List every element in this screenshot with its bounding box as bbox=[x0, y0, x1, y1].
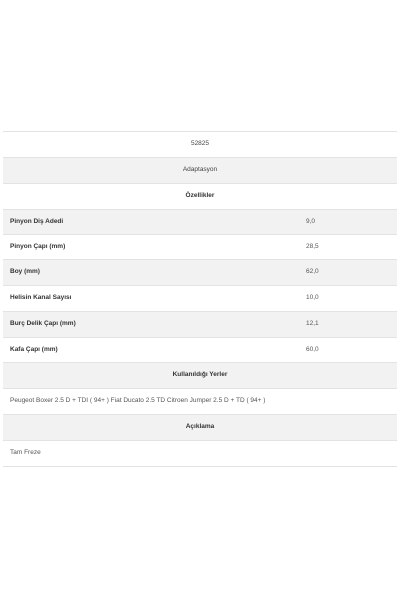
product-code-row bbox=[3, 132, 397, 158]
spec-label: Kafa Çapı (mm) bbox=[10, 345, 58, 353]
spec-value: 12,1 bbox=[306, 320, 319, 328]
spec-value: 62,0 bbox=[306, 268, 319, 276]
adaptation-label: Adaptasyon bbox=[182, 166, 218, 174]
usage-row bbox=[3, 389, 397, 415]
spec-value: 9,0 bbox=[306, 217, 316, 225]
spec-row-length bbox=[3, 260, 397, 286]
spec-label: Pinyon Çapı (mm) bbox=[10, 242, 66, 250]
usage-heading-row bbox=[3, 363, 397, 389]
features-heading: Özellikler bbox=[185, 192, 215, 200]
spec-row-head-diameter bbox=[3, 338, 397, 363]
spec-value: 28,5 bbox=[306, 242, 319, 250]
description-row bbox=[3, 441, 397, 467]
product-code: 52825 bbox=[190, 140, 210, 148]
product-spec-table bbox=[3, 131, 397, 467]
spec-value: 10,0 bbox=[306, 294, 319, 302]
spec-label: Helisin Kanal Sayısı bbox=[10, 294, 72, 302]
spec-row-bushing-bore bbox=[3, 312, 397, 338]
spec-row-helix-channels bbox=[3, 286, 397, 312]
spec-label: Pinyon Diş Adedi bbox=[10, 217, 64, 225]
usage-heading: Kullanıldığı Yerler bbox=[172, 371, 228, 379]
spec-row-pinion-diameter bbox=[3, 235, 397, 260]
description-text: Tam Freze bbox=[10, 449, 41, 457]
usage-text: Peugeot Boxer 2.5 D + TDI ( 94+ ) Fiat Ducato 2.5 TD Citroen Jumper 2.5 D + TD ( 94+ ) bbox=[10, 397, 266, 405]
features-heading-row bbox=[3, 184, 397, 210]
spec-value: 60,0 bbox=[306, 345, 319, 353]
adaptation-row bbox=[3, 158, 397, 184]
spec-row-pinion-teeth bbox=[3, 210, 397, 235]
spec-label: Boy (mm) bbox=[10, 268, 40, 276]
description-heading: Açıklama bbox=[185, 423, 215, 431]
description-heading-row bbox=[3, 415, 397, 441]
spec-label: Burç Delik Çapı (mm) bbox=[10, 320, 76, 328]
